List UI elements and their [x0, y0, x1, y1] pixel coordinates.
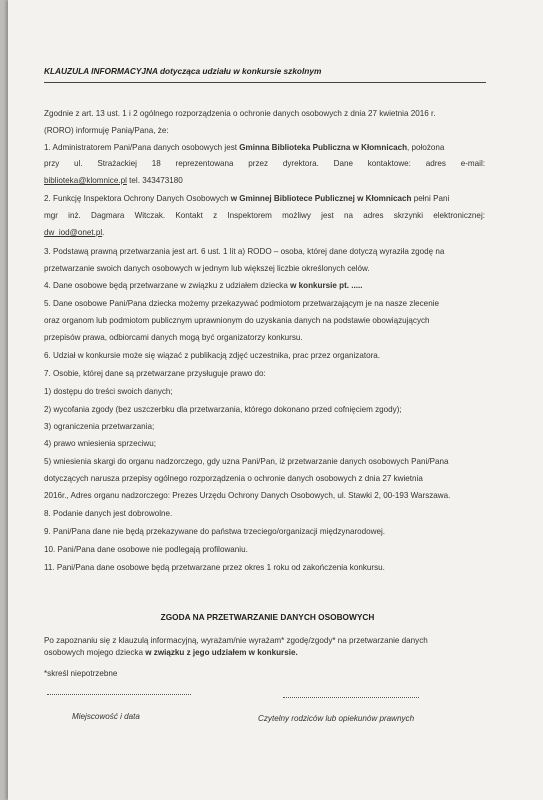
- place-date-label: Miejscowość i data: [72, 712, 140, 721]
- p2-institution: w Gminnej Bibliotece Publicznej w Kłomnicach: [230, 194, 412, 203]
- footnote: *skreśl niepotrzebne: [44, 669, 118, 678]
- right-5-line-1: 5) wniesienia skargi do organu nadzorczego, gdy uzna Pani/Pan, iż przetwarzanie danych osobowych Pani/Pana: [44, 457, 449, 466]
- phone-number: tel. 343473180: [126, 176, 183, 185]
- p2-text-end: pełni Pani: [411, 194, 450, 203]
- paragraph-10: 10. Pani/Pana dane osobowe nie podlegają profilowaniu.: [44, 545, 248, 554]
- document-title: KLAUZULA INFORMACYJNA dotycząca udziału w konkursie szkolnym: [44, 66, 322, 76]
- paragraph-8: 8. Podanie danych jest dobrowolne.: [44, 509, 173, 518]
- right-4: 4) prawo wniesienia sprzeciwu;: [44, 439, 157, 448]
- parent-signature-label: Czytelny rodziców lub opiekunów prawnych: [258, 714, 415, 723]
- intro-line-1: Zgodnie z art. 13 ust. 1 i 2 ogólnego rozporządzenia o ochronie danych osobowych z dnia 27 kwietnia 2016 r.: [44, 109, 436, 118]
- paragraph-5-line-3: przepisów prawa, odbiorcami danych mogą być organizatorzy konkursu.: [44, 333, 303, 342]
- title-underline: [44, 82, 486, 83]
- paragraph-2-line-3: [44, 225, 485, 241]
- intro-line-2: (RORO) informuję Panią/Pana, że:: [44, 126, 169, 135]
- consent-line-1: Po zapoznaniu się z klauzulą informacyjną, wyrażam/nie wyrażam* zgodę/zgody* na przetwarzanie danych: [44, 636, 428, 645]
- paragraph-9: 9. Pani/Pana dane nie będą przekazywane do państwa trzeciego/organizacji międzynarodowej.: [44, 527, 386, 536]
- right-3: 3) ograniczenia przetwarzania;: [44, 422, 155, 431]
- paragraph-6: 6. Udział w konkursie może się wiązać z publikacją zdjęć uczestnika, prac przez organizatora.: [44, 351, 381, 360]
- place-date-signature-line: [47, 694, 191, 695]
- iod-email-link[interactable]: dw_iod@onet.pl: [44, 228, 103, 237]
- right-5-line-2: dotyczących narusza przepisy ogólnego rozporządzenia o ochronie danych osobowych z dnia 27 kwietnia: [44, 474, 423, 483]
- paragraph-3-line-1: 3. Podstawą prawną przetwarzania jest art. 6 ust. 1 lit a) RODO – osoba, której dane dotyczą wyraziła zgodę na: [44, 247, 445, 256]
- paragraph-4: [44, 278, 485, 294]
- consent-text: osobowych mojego dziecka: [44, 648, 146, 657]
- right-1: 1) dostępu do treści swoich danych;: [44, 387, 173, 396]
- p4-contest: w konkursie pt. .....: [290, 281, 363, 290]
- p1-institution: Gminna Biblioteka Publiczna w Kłomnicach: [239, 143, 408, 152]
- p4-text: 4. Dane osobowe będą przetwarzane w związku z udziałem dziecka: [44, 281, 291, 290]
- p2-text: 2. Funkcję Inspektora Ochrony Danych Osobowych: [44, 194, 231, 203]
- paragraph-5-line-1: 5. Dane osobowe Pani/Pana dziecka możemy przekazywać podmiotom przetwarzającym je na nasze zlecenie: [44, 299, 439, 308]
- p1-text-end: , położona: [407, 143, 445, 152]
- paragraph-1-line-1: [44, 140, 485, 156]
- parent-signature-line: [283, 697, 419, 698]
- right-2: 2) wycofania zgody (bez uszczerbku dla przetwarzania, którego dokonano przed cofnięciem zgody);: [44, 405, 402, 414]
- email-link[interactable]: biblioteka@klomnice.pl: [44, 176, 127, 185]
- paragraph-5-line-2: oraz organom lub podmiotom publicznym uprawnionym do uzyskania danych na podstawie obowiązujących: [44, 316, 430, 325]
- paragraph-1-line-2: przy ul. Strażackiej 18 reprezentowana przez dyrektora. Dane kontaktowe: adres e-mail:: [44, 159, 485, 168]
- consent-line-2: [44, 645, 485, 661]
- consent-bold-text: w związku z jego udziałem w konkursie.: [145, 648, 298, 657]
- right-5-line-3: 2016r., Adres organu nadzorczego: Prezes Urzędu Ochrony Danych Osobowych, ul. Stawki 2, 00-193 Warszawa.: [44, 491, 451, 500]
- consent-title: ZGODA NA PRZETWARZANIE DANYCH OSOBOWYCH: [160, 612, 375, 622]
- p2-period: .: [102, 228, 105, 237]
- paragraph-2-line-1: [44, 191, 485, 207]
- paragraph-11: 11. Pani/Pana dane osobowe będą przetwarzane przez okres 1 roku od zakończenia konkursu.: [44, 563, 385, 572]
- paragraph-3-line-2: przetwarzanie swoich danych osobowych w jednym lub większej liczbie określonych celów.: [44, 264, 370, 273]
- p1-text: 1. Administratorem Pani/Pana danych osobowych jest: [44, 143, 240, 152]
- paragraph-1-line-3: [44, 173, 485, 189]
- paragraph-7: 7. Osobie, której dane są przetwarzane przysługuje prawo do:: [44, 369, 266, 378]
- paragraph-2-line-2: mgr inż. Dagmara Witczak. Kontakt z Inspektorem możliwy jest na adres skrzynki elektronicznej:: [44, 211, 485, 220]
